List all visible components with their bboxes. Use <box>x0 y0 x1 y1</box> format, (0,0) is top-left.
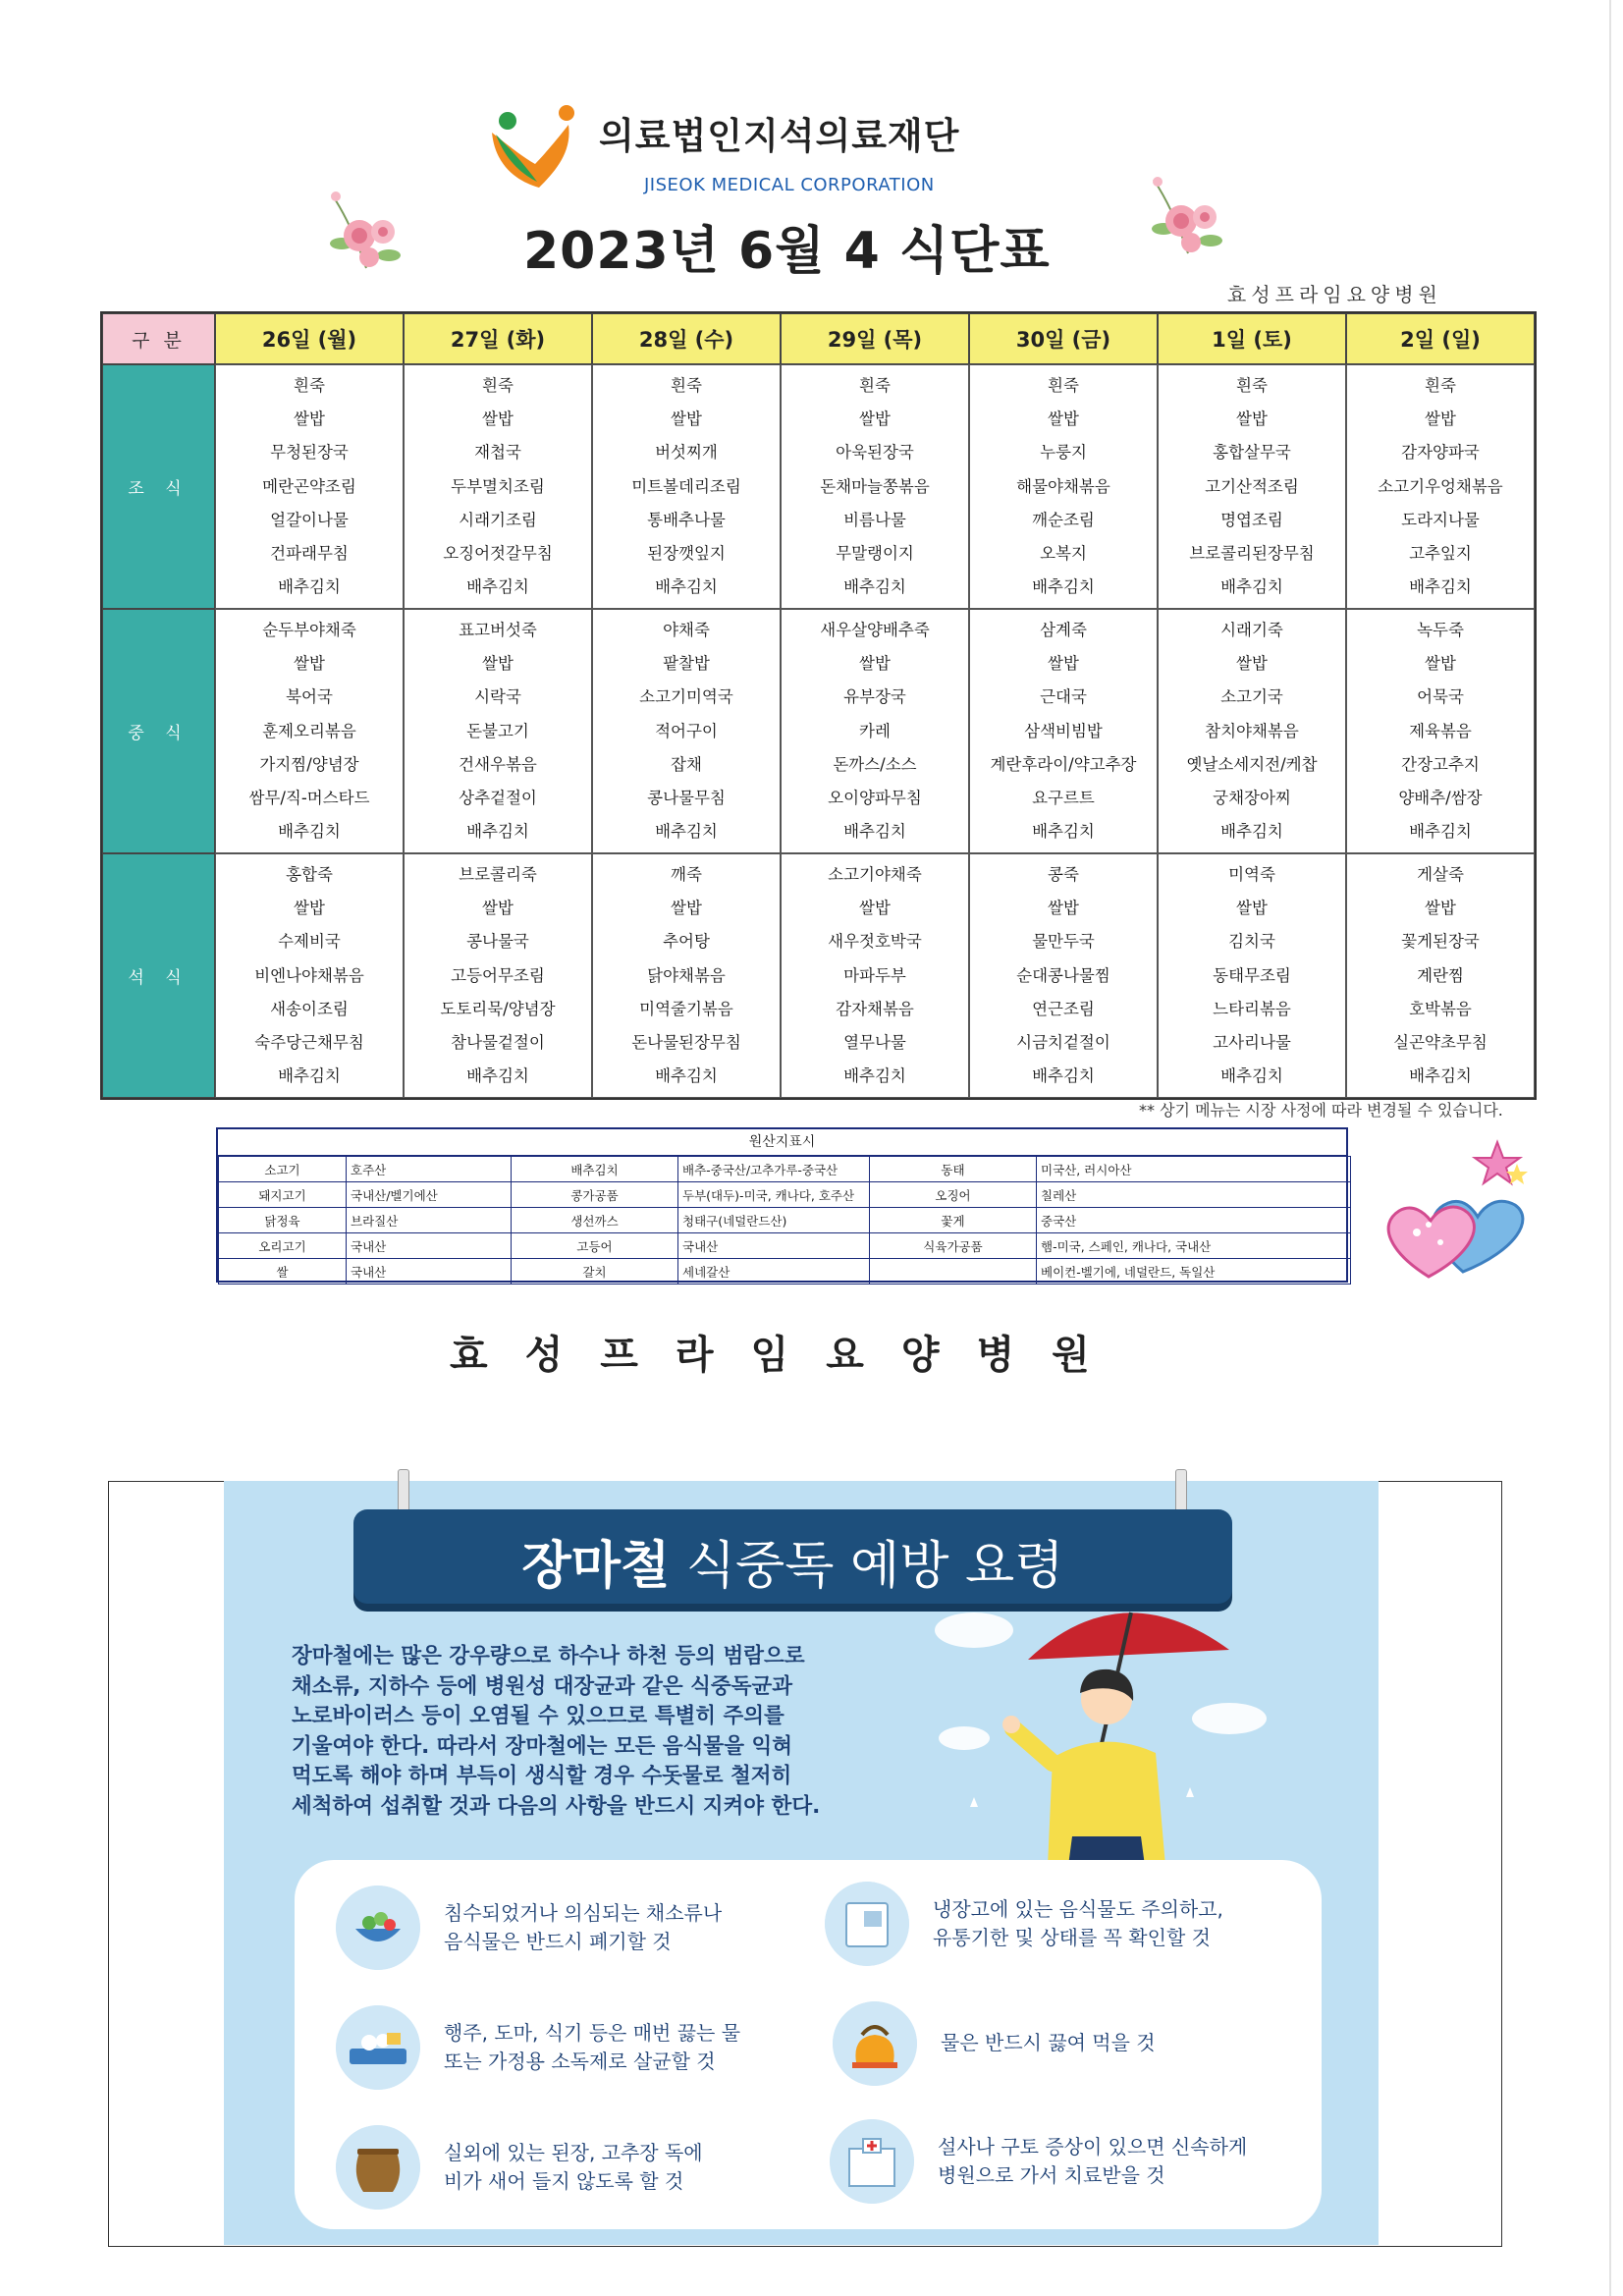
tip-text <box>941 2029 1156 2057</box>
table-corner-header: 구 분 <box>102 313 215 364</box>
menu-change-note: ** 상기 메뉴는 시장 사정에 따라 변경될 수 있습니다. <box>1139 1101 1503 1120</box>
poster-intro-text <box>292 1642 910 1822</box>
menu-item: 쌀밥 <box>1425 899 1456 918</box>
menu-item: 콩죽 <box>1048 865 1079 885</box>
origin-country: 배추-중국산/고추가루-중국산 <box>678 1157 870 1182</box>
menu-item: 쌀밥 <box>294 899 325 918</box>
menu-item: 오이양파무침 <box>828 788 922 807</box>
menu-item: 양배추/쌈장 <box>1398 788 1483 807</box>
origin-country: 청태구(네덜란드산) <box>678 1208 870 1233</box>
menu-item: 배추김치 <box>1409 822 1472 842</box>
flower-decoration-icon <box>1134 160 1242 268</box>
tip-item <box>833 2001 1304 2090</box>
menu-item: 쌀밥 <box>1425 410 1456 429</box>
menu-item: 오복지 <box>1040 543 1087 563</box>
menu-item: 비엔나야채볶음 <box>254 965 364 985</box>
menu-item: 요구르트 <box>1032 788 1095 807</box>
menu-item: 김치국 <box>1228 932 1275 952</box>
menu-item: 메란곤약조림 <box>262 476 356 496</box>
menu-item: 순두부야채죽 <box>262 621 356 640</box>
origin-item: 돼지고기 <box>219 1182 347 1208</box>
poster-title-bold: 장마철 <box>521 1537 671 1596</box>
origin-country: 칠레산 <box>1037 1182 1351 1208</box>
foundation-logo-icon <box>486 103 584 191</box>
menu-item: 연근조림 <box>1032 999 1095 1018</box>
refrigerator-icon <box>825 1882 909 1966</box>
organization-name-english: JISEOK MEDICAL CORPORATION <box>644 175 935 195</box>
intro-line: 장마철에는 많은 강우량으로 하수나 하천 등의 범람으로 <box>292 1644 805 1668</box>
menu-item: 배추김치 <box>1032 1066 1095 1086</box>
menu-item: 삼색비빔밥 <box>1024 721 1103 740</box>
tip-item <box>825 1882 1296 1970</box>
menu-item: 쌀밥 <box>1236 410 1268 429</box>
tip-line: 또는 가정용 소독제로 살균할 것 <box>444 2050 716 2073</box>
menu-item: 마파두부 <box>843 965 906 985</box>
origin-item: 고등어 <box>512 1233 678 1259</box>
menu-item: 꽃게된장국 <box>1401 932 1480 952</box>
day-header: 29일 (목) <box>781 313 969 364</box>
menu-item: 쌀밥 <box>294 654 325 674</box>
menu-item: 돈나물된장무침 <box>631 1032 741 1052</box>
menu-item: 배추김치 <box>655 1066 718 1086</box>
menu-item: 닭야채볶음 <box>647 965 726 985</box>
menu-item: 배추김치 <box>1032 822 1095 842</box>
tip-item <box>830 2119 1301 2208</box>
poster-title <box>353 1524 1232 1598</box>
menu-item: 흰죽 <box>1425 376 1456 396</box>
origin-country: 호주산 <box>347 1157 512 1182</box>
origin-item: 동태 <box>870 1157 1037 1182</box>
menu-item: 콩나물국 <box>466 932 529 952</box>
origin-country: 미국산, 러시아산 <box>1037 1157 1351 1182</box>
origin-item: 소고기 <box>219 1157 347 1182</box>
menu-item: 열무나물 <box>843 1032 906 1052</box>
menu-item: 간장고추지 <box>1401 754 1480 774</box>
menu-item: 건새우볶음 <box>459 754 537 774</box>
menu-item: 통배추나물 <box>647 510 726 529</box>
meal-label: 중 식 <box>102 609 215 853</box>
origin-item: 쌀 <box>219 1259 347 1285</box>
menu-cell <box>404 853 592 1098</box>
origin-item: 꽃게 <box>870 1208 1037 1233</box>
menu-item: 쌀밥 <box>1425 654 1456 674</box>
menu-item: 쌀밥 <box>482 410 514 429</box>
menu-cell <box>1346 853 1535 1098</box>
dish-wash-icon <box>336 2005 420 2090</box>
menu-item: 흰죽 <box>1048 376 1079 396</box>
menu-item: 잡채 <box>671 754 702 774</box>
menu-item: 고기산적조림 <box>1205 476 1299 496</box>
menu-item: 무말랭이지 <box>836 543 914 563</box>
origin-row <box>219 1233 1351 1259</box>
menu-item: 녹두죽 <box>1417 621 1464 640</box>
menu-item: 건파래무침 <box>270 543 349 563</box>
intro-line: 노로바이러스 등이 오염될 수 있으므로 특별히 주의를 <box>292 1704 784 1728</box>
tip-item <box>336 2005 807 2094</box>
menu-item: 쌀밥 <box>482 899 514 918</box>
menu-cell <box>969 609 1158 853</box>
menu-cell <box>215 364 404 609</box>
poster-tips-panel <box>295 1860 1322 2229</box>
menu-item: 콩나물무침 <box>647 788 726 807</box>
menu-cell <box>215 853 404 1098</box>
menu-item: 배추김치 <box>278 822 341 842</box>
menu-item: 쌀밥 <box>859 654 891 674</box>
menu-item: 명엽조림 <box>1220 510 1283 529</box>
menu-item: 동태무조림 <box>1213 965 1291 985</box>
menu-item: 감자양파국 <box>1401 443 1480 463</box>
menu-cell <box>781 364 969 609</box>
day-header: 26일 (월) <box>215 313 404 364</box>
menu-item: 미역죽 <box>1228 865 1275 885</box>
menu-cell <box>1158 364 1346 609</box>
tip-line: 설사나 구토 증상이 있으면 신속하게 <box>938 2135 1248 2159</box>
menu-item: 새우살양배추죽 <box>820 621 930 640</box>
menu-item: 고추잎지 <box>1409 543 1472 563</box>
menu-item: 쌀밥 <box>1048 899 1079 918</box>
crock-pot-icon <box>336 2125 420 2210</box>
menu-item: 새송이조림 <box>270 999 349 1018</box>
tip-line: 냉장고에 있는 음식물도 주의하고, <box>933 1897 1223 1921</box>
menu-item: 오징어젓갈무침 <box>443 543 553 563</box>
flower-decoration-icon <box>312 175 420 283</box>
menu-item: 쌀밥 <box>1048 410 1079 429</box>
tip-line: 행주, 도마, 식기 등은 매번 끓는 물 <box>444 2021 741 2045</box>
menu-item: 흰죽 <box>1236 376 1268 396</box>
menu-item: 배추김치 <box>1220 822 1283 842</box>
menu-item: 소고기우엉채볶음 <box>1378 476 1503 496</box>
menu-item: 상추겉절이 <box>459 788 537 807</box>
origin-table <box>216 1127 1348 1283</box>
origin-country: 국내산 <box>678 1233 870 1259</box>
menu-item: 어묵국 <box>1417 687 1464 707</box>
day-header: 27일 (화) <box>404 313 592 364</box>
menu-item: 쌀밥 <box>859 410 891 429</box>
menu-cell <box>969 853 1158 1098</box>
menu-item: 쌀밥 <box>482 654 514 674</box>
day-header: 28일 (수) <box>592 313 781 364</box>
menu-item: 해물야채볶음 <box>1016 476 1110 496</box>
tip-line: 비가 새어 들지 않도록 할 것 <box>444 2169 684 2193</box>
intro-line: 세척하여 섭취할 것과 다음의 사항을 반드시 지켜야 한다. <box>292 1793 821 1819</box>
menu-cell <box>215 609 404 853</box>
menu-item: 배추김치 <box>843 1066 906 1086</box>
menu-item: 배추김치 <box>466 822 529 842</box>
menu-item: 배추김치 <box>278 577 341 597</box>
menu-item: 돈채마늘쫑볶음 <box>820 476 930 496</box>
origin-country: 국내산 <box>347 1259 512 1285</box>
menu-item: 참나물겉절이 <box>451 1032 545 1052</box>
day-header: 1일 (토) <box>1158 313 1346 364</box>
weekly-menu-table <box>100 311 1537 1100</box>
menu-item: 미트볼데리조림 <box>631 476 741 496</box>
meal-label: 조 식 <box>102 364 215 609</box>
menu-item: 실곤약초무침 <box>1393 1032 1488 1052</box>
menu-item: 얼갈이나물 <box>270 510 349 529</box>
tip-text <box>933 1895 1223 1952</box>
menu-item: 쌀밥 <box>1236 654 1268 674</box>
menu-item: 시락국 <box>474 687 521 707</box>
tip-item <box>336 2125 807 2214</box>
menu-item: 수제비국 <box>278 932 341 952</box>
menu-item: 쌀밥 <box>859 899 891 918</box>
origin-item: 갈치 <box>512 1259 678 1285</box>
menu-item: 흰죽 <box>671 376 702 396</box>
tip-text <box>938 2133 1247 2190</box>
menu-item: 팥찰밥 <box>663 654 710 674</box>
menu-item: 야채죽 <box>663 621 710 640</box>
menu-cell <box>592 853 781 1098</box>
menu-cell <box>404 609 592 853</box>
menu-item: 배추김치 <box>1220 1066 1283 1086</box>
menu-item: 흰죽 <box>482 376 514 396</box>
tip-line: 음식물은 반드시 폐기할 것 <box>444 1930 672 1953</box>
menu-item: 궁채장아찌 <box>1213 788 1291 807</box>
menu-item: 쌀밥 <box>1048 654 1079 674</box>
menu-cell <box>592 364 781 609</box>
menu-item: 소고기미역국 <box>639 687 733 707</box>
menu-item: 제육볶음 <box>1409 721 1472 740</box>
menu-item: 물만두국 <box>1032 932 1095 952</box>
menu-item: 배추김치 <box>843 822 906 842</box>
page-edge-line <box>1609 0 1611 2296</box>
menu-item: 비름나물 <box>843 510 906 529</box>
origin-row <box>219 1259 1351 1285</box>
menu-item: 미역줄기볶음 <box>639 999 733 1018</box>
hospital-name-footer: 효성프라임요양병원 <box>450 1333 1127 1378</box>
menu-cell <box>1158 853 1346 1098</box>
menu-item: 쌀밥 <box>294 410 325 429</box>
menu-item: 흰죽 <box>294 376 325 396</box>
tip-text <box>444 1899 722 1956</box>
hospital-icon <box>830 2119 914 2204</box>
poster-title-rest: 식중독 예방 요령 <box>670 1537 1064 1596</box>
origin-item <box>870 1259 1037 1285</box>
origin-row <box>219 1157 1351 1182</box>
menu-item: 배추김치 <box>655 577 718 597</box>
origin-item: 오징어 <box>870 1182 1037 1208</box>
menu-item: 감자채볶음 <box>836 999 914 1018</box>
menu-item: 고등어무조림 <box>451 965 545 985</box>
menu-item: 흰죽 <box>859 376 891 396</box>
menu-cell <box>1346 364 1535 609</box>
origin-country: 국내산 <box>347 1233 512 1259</box>
menu-item: 새우젓호박국 <box>828 932 922 952</box>
menu-item: 배추김치 <box>843 577 906 597</box>
menu-cell <box>781 609 969 853</box>
menu-item: 홍합죽 <box>286 865 333 885</box>
intro-line: 채소류, 지하수 등에 병원성 대장균과 같은 식중독균과 <box>292 1673 792 1699</box>
menu-item: 적어구이 <box>655 721 718 740</box>
menu-item: 숙주당근채무침 <box>254 1032 364 1052</box>
vegetable-bowl-icon <box>336 1886 420 1970</box>
day-header: 30일 (금) <box>969 313 1158 364</box>
menu-item: 돈불고기 <box>466 721 529 740</box>
origin-country: 햄-미국, 스페인, 캐나다, 국내산 <box>1037 1233 1351 1259</box>
origin-country: 베이컨-벨기에, 네덜란드, 독일산 <box>1037 1259 1351 1285</box>
menu-item: 삼계죽 <box>1040 621 1087 640</box>
menu-item: 가지찜/양념장 <box>259 754 359 774</box>
origin-row <box>219 1182 1351 1208</box>
origin-country: 국내산/벨기에산 <box>347 1182 512 1208</box>
menu-item: 쌀밥 <box>671 410 702 429</box>
menu-item: 참치야채볶음 <box>1205 721 1299 740</box>
menu-item: 느타리볶음 <box>1213 999 1291 1018</box>
menu-item: 아욱된장국 <box>836 443 914 463</box>
menu-item: 돈까스/소스 <box>833 754 917 774</box>
menu-item: 카레 <box>859 721 891 740</box>
kettle-icon <box>833 2001 917 2086</box>
origin-country: 세네갈산 <box>678 1259 870 1285</box>
tip-line: 실외에 있는 된장, 고추장 독에 <box>444 2141 703 2164</box>
menu-item: 재첩국 <box>474 443 521 463</box>
menu-item: 홍합살무국 <box>1213 443 1291 463</box>
day-header: 2일 (일) <box>1346 313 1535 364</box>
tip-item <box>336 1886 807 1974</box>
menu-item: 계란후라이/약고추장 <box>990 754 1137 774</box>
hospital-name-small: 효성프라임요양병원 <box>1227 283 1442 306</box>
origin-row <box>219 1208 1351 1233</box>
menu-item: 순대콩나물찜 <box>1016 965 1110 985</box>
menu-item: 훈제오리볶음 <box>262 721 356 740</box>
menu-item: 브로콜리죽 <box>459 865 537 885</box>
menu-item: 도토리묵/양념장 <box>440 999 556 1018</box>
menu-item: 배추김치 <box>466 1066 529 1086</box>
menu-item: 고사리나물 <box>1213 1032 1291 1052</box>
menu-item: 배추김치 <box>278 1066 341 1086</box>
menu-item: 소고기야채죽 <box>828 865 922 885</box>
origin-item: 콩가공품 <box>512 1182 678 1208</box>
origin-item: 오리고기 <box>219 1233 347 1259</box>
menu-item: 무청된장국 <box>270 443 349 463</box>
menu-item: 쌀밥 <box>1236 899 1268 918</box>
menu-cell <box>592 609 781 853</box>
menu-item: 시금치겉절이 <box>1016 1032 1110 1052</box>
hearts-decoration-icon <box>1370 1134 1537 1282</box>
menu-item: 배추김치 <box>655 822 718 842</box>
origin-table-title: 원산지표시 <box>218 1129 1346 1156</box>
menu-item: 시래기죽 <box>1220 621 1283 640</box>
origin-country: 두부(대두)-미국, 캐나다, 호주산 <box>678 1182 870 1208</box>
menu-item: 북어국 <box>286 687 333 707</box>
menu-item: 된장깻잎지 <box>647 543 726 563</box>
tip-line: 침수되었거나 의심되는 채소류나 <box>444 1901 723 1925</box>
menu-cell <box>781 853 969 1098</box>
tip-text <box>444 2019 740 2076</box>
menu-item: 유부장국 <box>843 687 906 707</box>
menu-item: 누룽지 <box>1040 443 1087 463</box>
menu-item: 호박볶음 <box>1409 999 1472 1018</box>
menu-item: 배추김치 <box>1409 577 1472 597</box>
origin-item: 식육가공품 <box>870 1233 1037 1259</box>
origin-country: 중국산 <box>1037 1208 1351 1233</box>
menu-cell <box>969 364 1158 609</box>
origin-item: 배추김치 <box>512 1157 678 1182</box>
menu-item: 소고기국 <box>1220 687 1283 707</box>
tip-line: 물은 반드시 끓여 먹을 것 <box>941 2031 1156 2054</box>
menu-item: 깨순조림 <box>1032 510 1095 529</box>
origin-country: 브라질산 <box>347 1208 512 1233</box>
page-title: 2023년 6월 4 식단표 <box>523 222 1051 281</box>
menu-item: 게살죽 <box>1417 865 1464 885</box>
menu-item: 두부멸치조림 <box>451 476 545 496</box>
menu-item: 배추김치 <box>466 577 529 597</box>
menu-item: 추어탕 <box>663 932 710 952</box>
menu-item: 도라지나물 <box>1401 510 1480 529</box>
person-with-umbrella-icon <box>935 1591 1273 1866</box>
menu-item: 쌀밥 <box>671 899 702 918</box>
menu-item: 옛날소세지전/케찹 <box>1186 754 1318 774</box>
menu-item: 계란찜 <box>1417 965 1464 985</box>
menu-item: 배추김치 <box>1409 1066 1472 1086</box>
menu-item: 근대국 <box>1040 687 1087 707</box>
menu-cell <box>1158 609 1346 853</box>
tip-line: 병원으로 가서 치료받을 것 <box>938 2163 1165 2187</box>
menu-item: 브로콜리된장무침 <box>1189 543 1315 563</box>
intro-line: 기울여야 한다. 따라서 장마철에는 모든 음식물을 익혀 <box>292 1733 792 1759</box>
menu-item: 표고버섯죽 <box>459 621 537 640</box>
menu-item: 쌈무/직-머스타드 <box>248 788 370 807</box>
organization-name: 의료법인지석의료재단 <box>599 115 960 157</box>
menu-item: 깨죽 <box>671 865 702 885</box>
menu-item: 시래기조림 <box>459 510 537 529</box>
menu-cell <box>1346 609 1535 853</box>
tip-text <box>444 2139 703 2196</box>
menu-item: 버섯찌개 <box>655 443 718 463</box>
origin-item: 닭정육 <box>219 1208 347 1233</box>
meal-label: 석 식 <box>102 853 215 1098</box>
menu-cell <box>404 364 592 609</box>
intro-line: 먹도록 해야 하며 부득이 생식할 경우 수돗물로 철저히 <box>292 1764 792 1788</box>
menu-item: 배추김치 <box>1220 577 1283 597</box>
tip-line: 유통기한 및 상태를 꼭 확인할 것 <box>933 1926 1211 1949</box>
origin-item: 생선까스 <box>512 1208 678 1233</box>
menu-item: 배추김치 <box>1032 577 1095 597</box>
